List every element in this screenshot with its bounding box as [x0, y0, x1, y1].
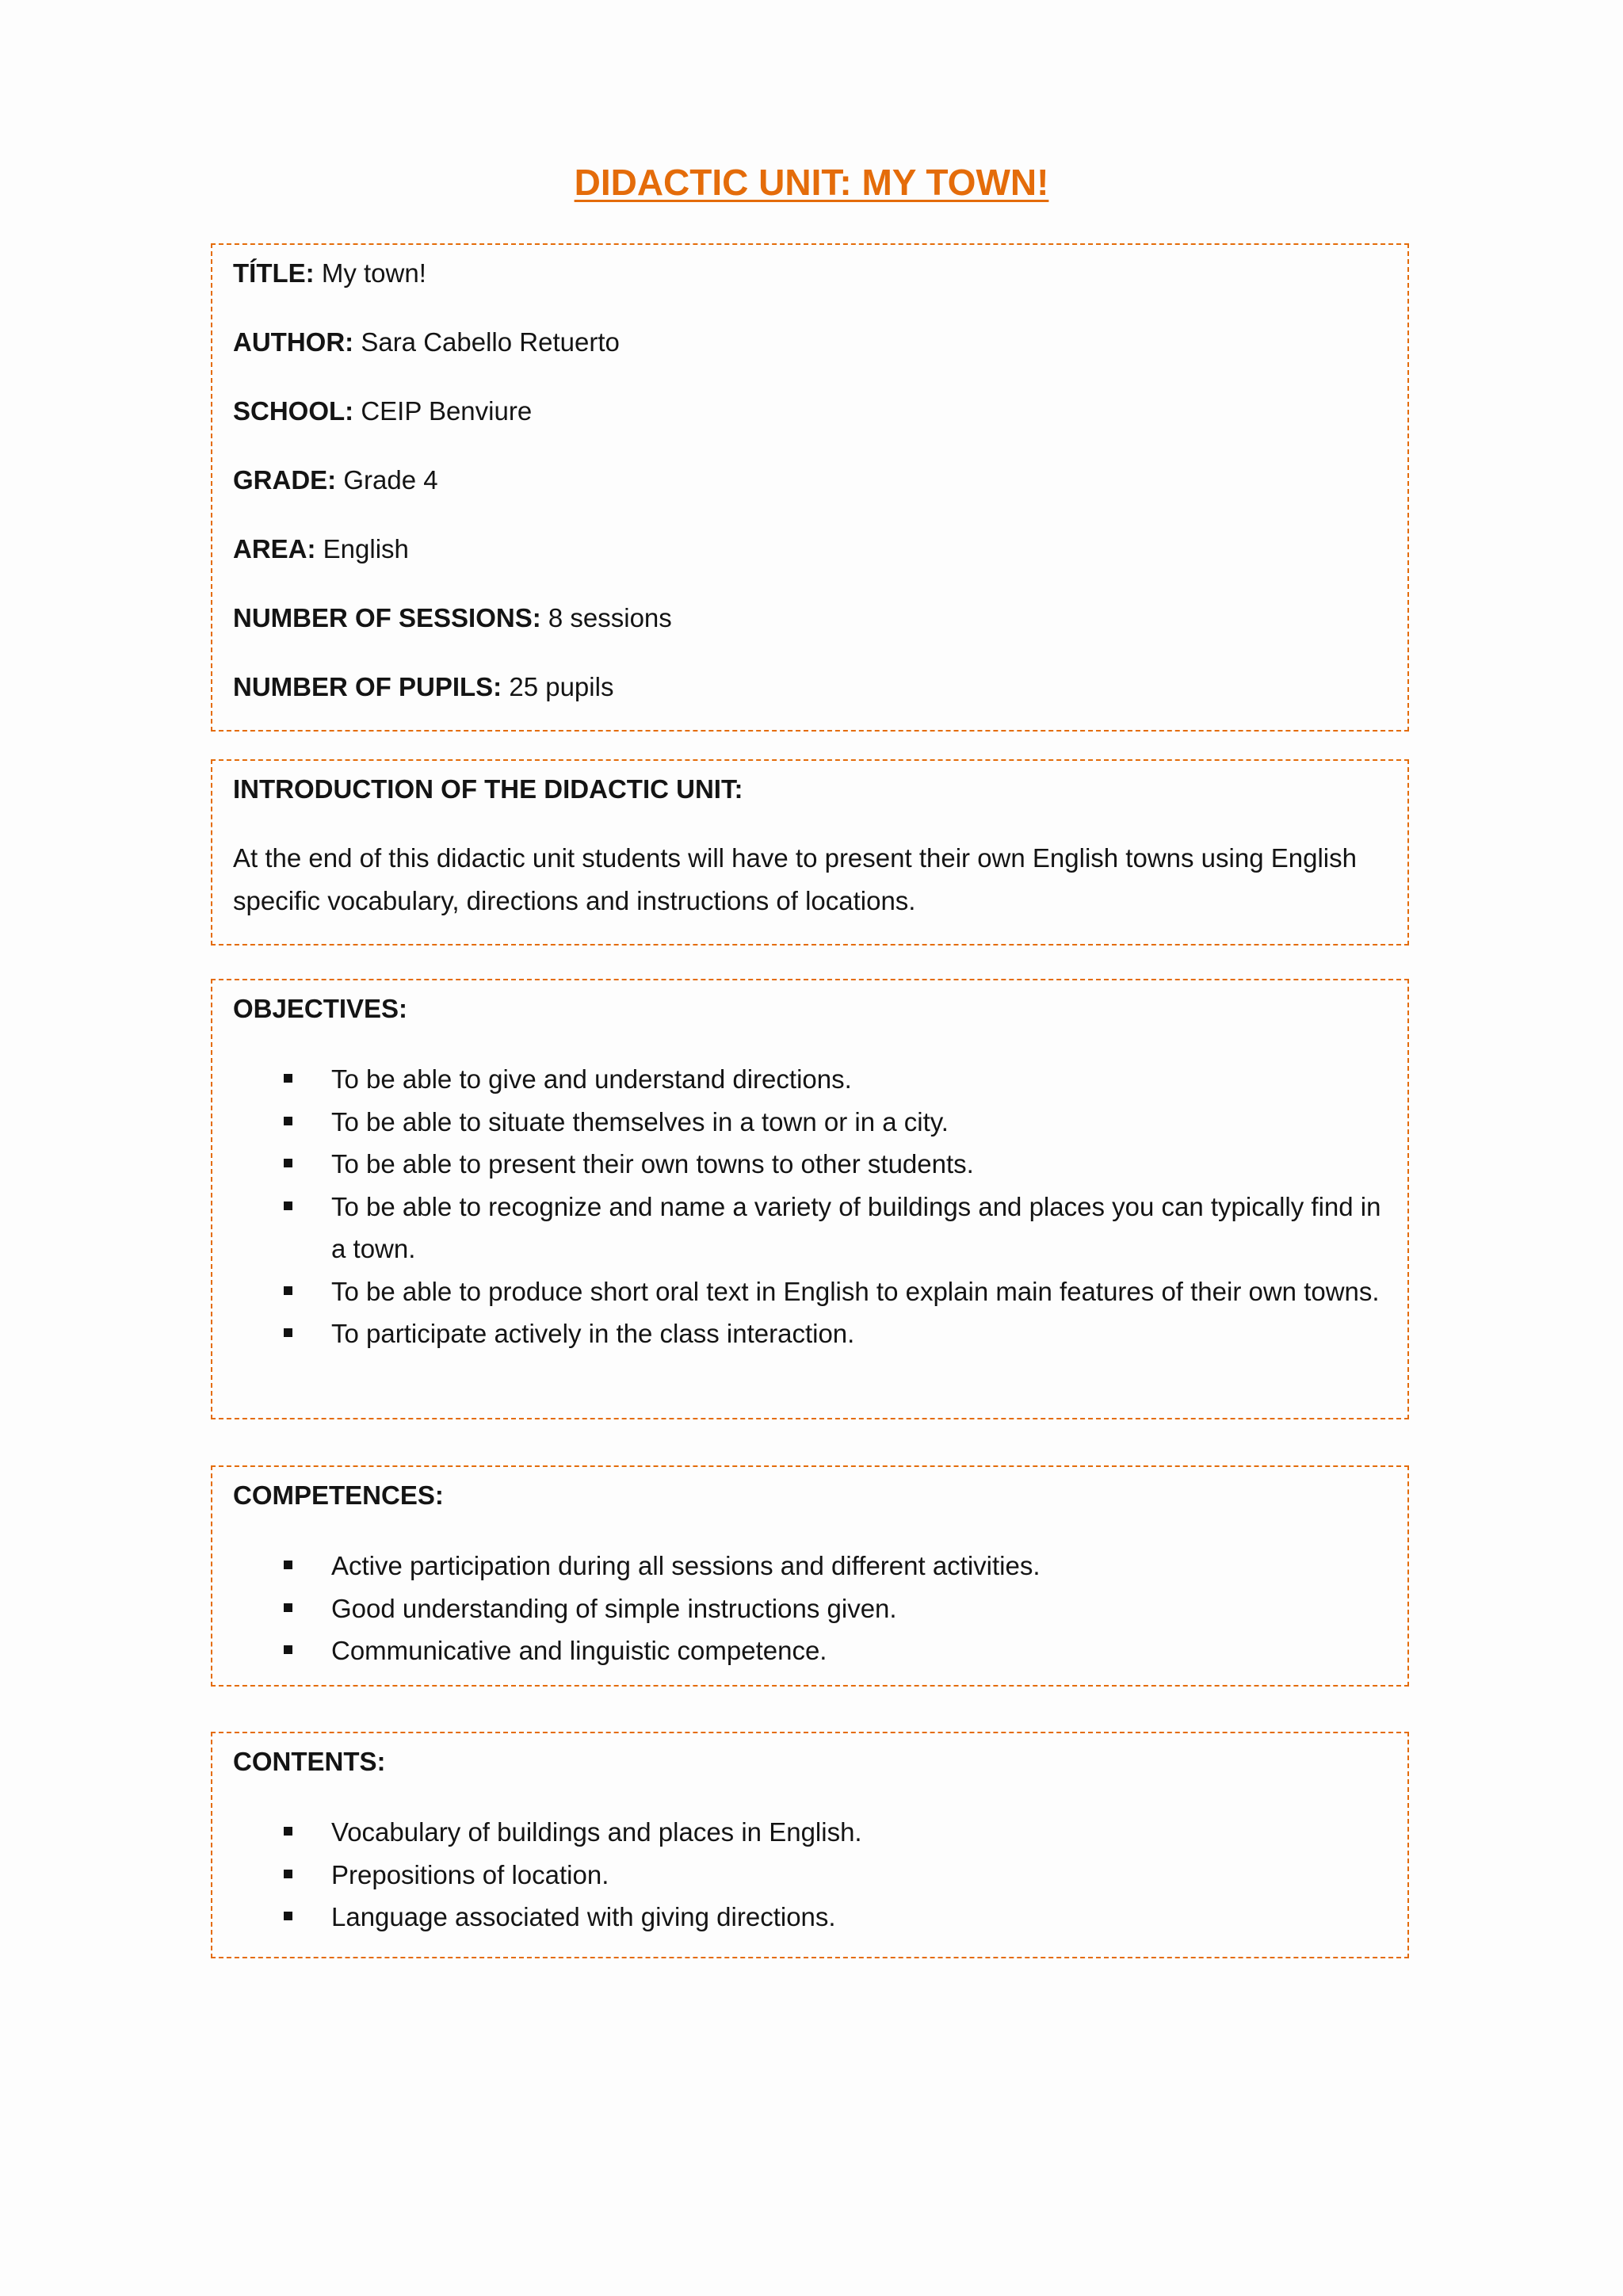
info-school-line: [233, 394, 1387, 429]
competence-text: Communicative and linguistic competence.: [331, 1636, 827, 1665]
bullet-icon: [284, 1286, 292, 1295]
list-item: [233, 1545, 1387, 1587]
info-sessions-line: [233, 601, 1387, 636]
bullet-icon: [284, 1117, 292, 1125]
info-area-line: [233, 532, 1387, 567]
list-item: [233, 1143, 1387, 1186]
info-grade-label: GRADE:: [233, 465, 337, 495]
bullet-icon: [284, 1201, 292, 1210]
objective-text: To be able to situate themselves in a town or in a city.: [331, 1106, 949, 1137]
objective-text: To be able to recognize and name a variety of buildings and places you can typically find in a town.: [331, 1191, 1381, 1263]
introduction-box: [211, 759, 1409, 946]
objectives-heading: OBJECTIVES:: [233, 994, 408, 1023]
bullet-icon: [284, 1603, 292, 1612]
content-text: Prepositions of location.: [331, 1859, 609, 1889]
list-item: [233, 1587, 1387, 1630]
competences-box: [211, 1465, 1409, 1687]
list-item: [233, 1811, 1387, 1854]
info-pupils-label: NUMBER OF PUPILS:: [233, 672, 502, 701]
contents-heading: CONTENTS:: [233, 1747, 386, 1776]
contents-list: [233, 1811, 1387, 1939]
info-school-label: SCHOOL:: [233, 396, 354, 426]
competence-text: Good understanding of simple instructions given.: [331, 1593, 897, 1623]
list-item: [233, 1854, 1387, 1897]
list-item: [233, 1058, 1387, 1101]
competences-heading: COMPETENCES:: [233, 1480, 444, 1510]
bullet-icon: [284, 1827, 292, 1836]
info-title-label: TÍTLE:: [233, 258, 315, 288]
bullet-icon: [284, 1645, 292, 1654]
bullet-icon: [284, 1912, 292, 1920]
objectives-list: [233, 1058, 1387, 1355]
info-title-value: My town!: [321, 258, 426, 288]
objectives-box: [211, 979, 1409, 1419]
list-item: [233, 1186, 1387, 1270]
info-title-line: [233, 256, 1387, 291]
info-grade-value: Grade 4: [343, 465, 438, 495]
info-author-label: AUTHOR:: [233, 327, 354, 357]
document-title: DIDACTIC UNIT: MY TOWN!: [574, 162, 1049, 203]
content-text: Language associated with giving directions.: [331, 1902, 836, 1931]
content-text: Vocabulary of buildings and places in English.: [331, 1817, 862, 1847]
contents-box: [211, 1732, 1409, 1958]
bullet-icon: [284, 1074, 292, 1083]
competence-text: Active participation during all sessions and different activities.: [331, 1551, 1041, 1580]
info-author-value: Sara Cabello Retuerto: [361, 327, 620, 357]
introduction-heading: INTRODUCTION OF THE DIDACTIC UNIT:: [233, 774, 743, 804]
list-item: [233, 1896, 1387, 1939]
unit-info-box: [211, 243, 1409, 732]
list-item: [233, 1629, 1387, 1672]
bullet-icon: [284, 1870, 292, 1878]
info-pupils-value: 25 pupils: [509, 672, 614, 701]
list-item: [233, 1101, 1387, 1144]
info-pupils-line: [233, 670, 1387, 705]
bullet-icon: [284, 1561, 292, 1569]
list-item: [233, 1270, 1387, 1313]
objective-text: To participate actively in the class interaction.: [331, 1319, 855, 1348]
objective-text: To be able to give and understand directions.: [331, 1064, 852, 1094]
competences-list: [233, 1545, 1387, 1672]
objective-text: To be able to produce short oral text in English to explain main features of their own towns.: [331, 1276, 1380, 1306]
info-sessions-label: NUMBER OF SESSIONS:: [233, 603, 541, 632]
info-school-value: CEIP Benviure: [361, 396, 533, 426]
introduction-text: At the end of this didactic unit students will have to present their own English towns using English specific vocabulary, directions and instructions of locations.: [233, 843, 1357, 915]
info-area-value: English: [323, 534, 409, 563]
info-sessions-value: 8 sessions: [548, 603, 672, 632]
info-grade-line: [233, 463, 1387, 498]
info-author-line: [233, 325, 1387, 360]
bullet-icon: [284, 1328, 292, 1337]
objective-text: To be able to present their own towns to other students.: [331, 1149, 974, 1179]
info-area-label: AREA:: [233, 534, 316, 563]
bullet-icon: [284, 1159, 292, 1167]
list-item: [233, 1312, 1387, 1355]
